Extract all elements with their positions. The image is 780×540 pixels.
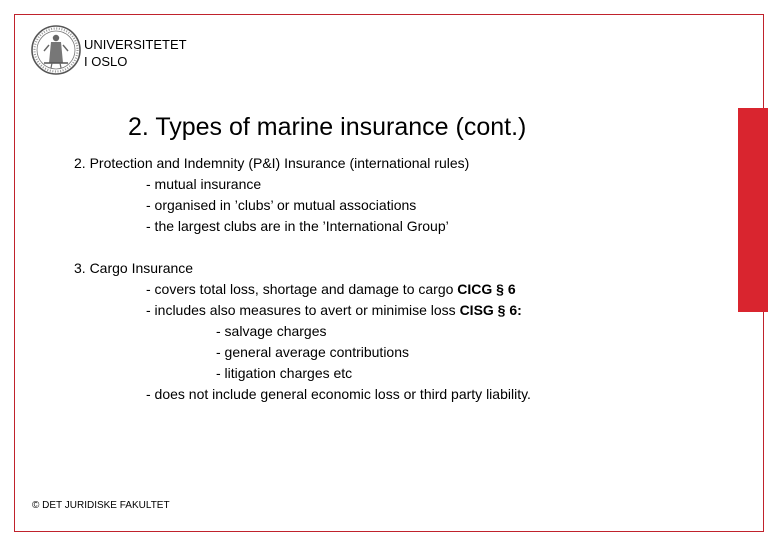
cargo-subitem: - general average contributions bbox=[216, 344, 410, 360]
cargo-item bbox=[146, 300, 522, 321]
legal-reference: CISG § 6: bbox=[459, 302, 522, 318]
cargo-item-text: - includes also measures to avert or minimise loss bbox=[146, 302, 460, 318]
cargo-item bbox=[146, 279, 516, 300]
pi-item: - organised in ’clubs’ or mutual associations bbox=[146, 197, 417, 213]
pi-item: - mutual insurance bbox=[146, 176, 262, 192]
university-name-line1: UNIVERSITETET bbox=[84, 37, 187, 52]
accent-bar bbox=[738, 108, 768, 312]
cargo-subitem: - salvage charges bbox=[216, 323, 327, 339]
cargo-item: - does not include general economic loss or third party liability. bbox=[146, 386, 531, 402]
pi-heading: 2. Protection and Indemnity (P&I) Insurance (international rules) bbox=[74, 155, 470, 171]
cargo-heading: 3. Cargo Insurance bbox=[74, 260, 194, 276]
cargo-subitem: - litigation charges etc bbox=[216, 365, 353, 381]
cargo-item-text: - covers total loss, shortage and damage to cargo bbox=[146, 281, 458, 297]
pi-item: - the largest clubs are in the ’International Group’ bbox=[146, 218, 449, 234]
university-name bbox=[84, 36, 187, 70]
footer-copyright: © DET JURIDISKE FAKULTET bbox=[32, 500, 170, 511]
legal-reference: CICG § 6 bbox=[457, 281, 516, 297]
university-name-line2: I OSLO bbox=[84, 54, 128, 69]
slide-title: 2. Types of marine insurance (cont.) bbox=[128, 113, 527, 141]
university-seal-icon bbox=[30, 18, 82, 82]
